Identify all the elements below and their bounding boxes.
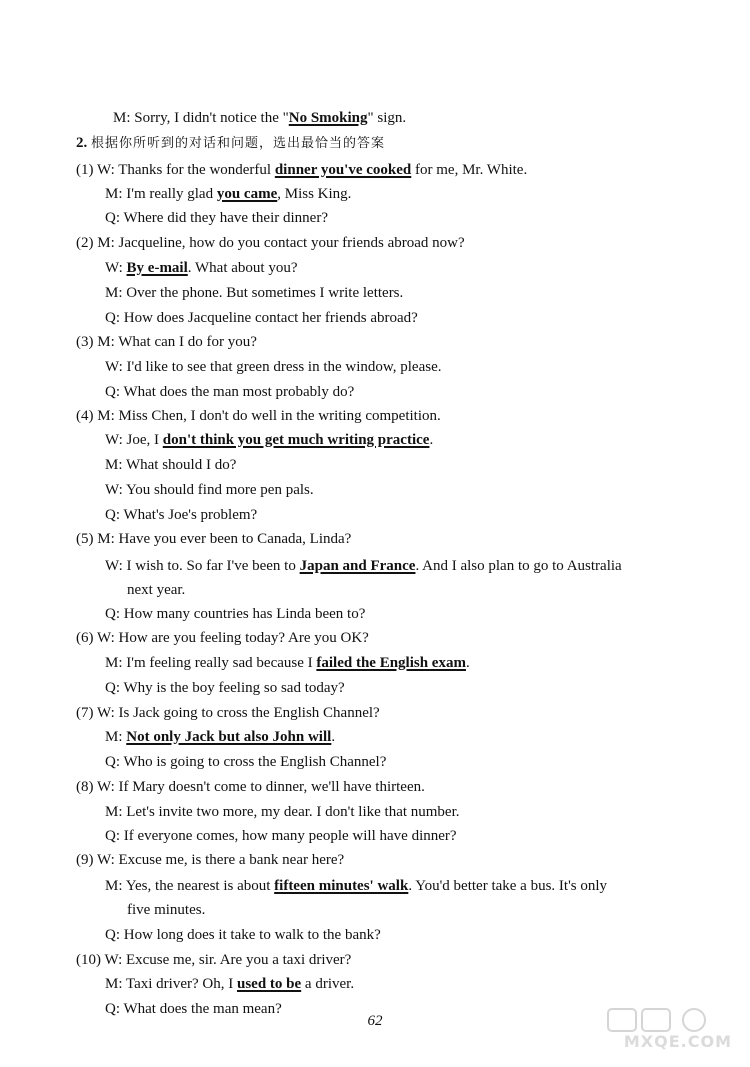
question-line: Q: What does the man most probably do? bbox=[105, 384, 355, 400]
question-line: Q: If everyone comes, how many people will have dinner? bbox=[105, 828, 457, 844]
dialogue-line: M: Not only Jack but also John will. bbox=[105, 729, 336, 745]
dialogue-line: (8) W: If Mary doesn't come to dinner, we'll have thirteen. bbox=[76, 779, 425, 795]
question-line: Q: How does Jacqueline contact her friends abroad? bbox=[105, 310, 418, 326]
dialogue-line: (5) M: Have you ever been to Canada, Linda? bbox=[76, 531, 352, 547]
dialogue-line: M: Over the phone. But sometimes I write letters. bbox=[105, 285, 404, 301]
question-line: Q: What's Joe's problem? bbox=[105, 507, 258, 523]
watermark-text: MXQE.COM bbox=[623, 1032, 732, 1051]
dialogue-line: M: What should I do? bbox=[105, 457, 237, 473]
dialogue-line: W: You should find more pen pals. bbox=[105, 482, 314, 498]
dialogue-line: (4) M: Miss Chen, I don't do well in the writing competition. bbox=[76, 408, 441, 424]
dialogue-line: (2) M: Jacqueline, how do you contact your friends abroad now? bbox=[76, 235, 465, 251]
dialogue-line: M: Sorry, I didn't notice the "No Smoking" sign. bbox=[113, 110, 407, 126]
dialogue-line: W: I'd like to see that green dress in the window, please. bbox=[105, 359, 442, 375]
dialogue-line: (10) W: Excuse me, sir. Are you a taxi driver? bbox=[76, 952, 352, 968]
dialogue-line: M: Let's invite two more, my dear. I don't like that number. bbox=[105, 804, 460, 820]
question-line: Q: Where did they have their dinner? bbox=[105, 210, 328, 226]
page-number: 62 bbox=[367, 1013, 383, 1029]
dialogue-line: (9) W: Excuse me, is there a bank near here? bbox=[76, 852, 345, 868]
dialogue-line: (3) M: What can I do for you? bbox=[76, 334, 257, 350]
question-line: Q: How long does it take to walk to the bank? bbox=[105, 927, 381, 943]
question-line: Q: How many countries has Linda been to? bbox=[105, 606, 366, 622]
question-line: Q: Why is the boy feeling so sad today? bbox=[105, 680, 345, 696]
dialogue-line: (7) W: Is Jack going to cross the English Channel? bbox=[76, 705, 380, 721]
dialogue-line: M: I'm feeling really sad because I failed the English exam. bbox=[105, 655, 470, 671]
dialogue-line: W: I wish to. So far I've been to Japan and France. And I also plan to go to Australia bbox=[105, 558, 622, 574]
question-line: Q: What does the man mean? bbox=[105, 1001, 282, 1017]
question-line: Q: Who is going to cross the English Channel? bbox=[105, 754, 387, 770]
dialogue-line: W: Joe, I don't think you get much writing practice. bbox=[105, 432, 434, 448]
dialogue-line: W: By e-mail. What about you? bbox=[105, 260, 298, 276]
dialogue-line: next year. bbox=[127, 582, 186, 598]
section-heading: 2. 根据你所听到的对话和问题，选出最恰当的答案 bbox=[76, 135, 386, 151]
dialogue-line: (6) W: How are you feeling today? Are you OK? bbox=[76, 630, 369, 646]
dialogue-line: (1) W: Thanks for the wonderful dinner you've cooked for me, Mr. White. bbox=[76, 162, 528, 178]
dialogue-line: M: Yes, the nearest is about fifteen minutes' walk. You'd better take a bus. It's only bbox=[105, 878, 608, 894]
dialogue-line: M: I'm really glad you came, Miss King. bbox=[105, 186, 352, 202]
dialogue-line: M: Taxi driver? Oh, I used to be a driver. bbox=[105, 976, 355, 992]
watermark-logo bbox=[602, 1007, 742, 1055]
dialogue-line: five minutes. bbox=[127, 902, 206, 918]
